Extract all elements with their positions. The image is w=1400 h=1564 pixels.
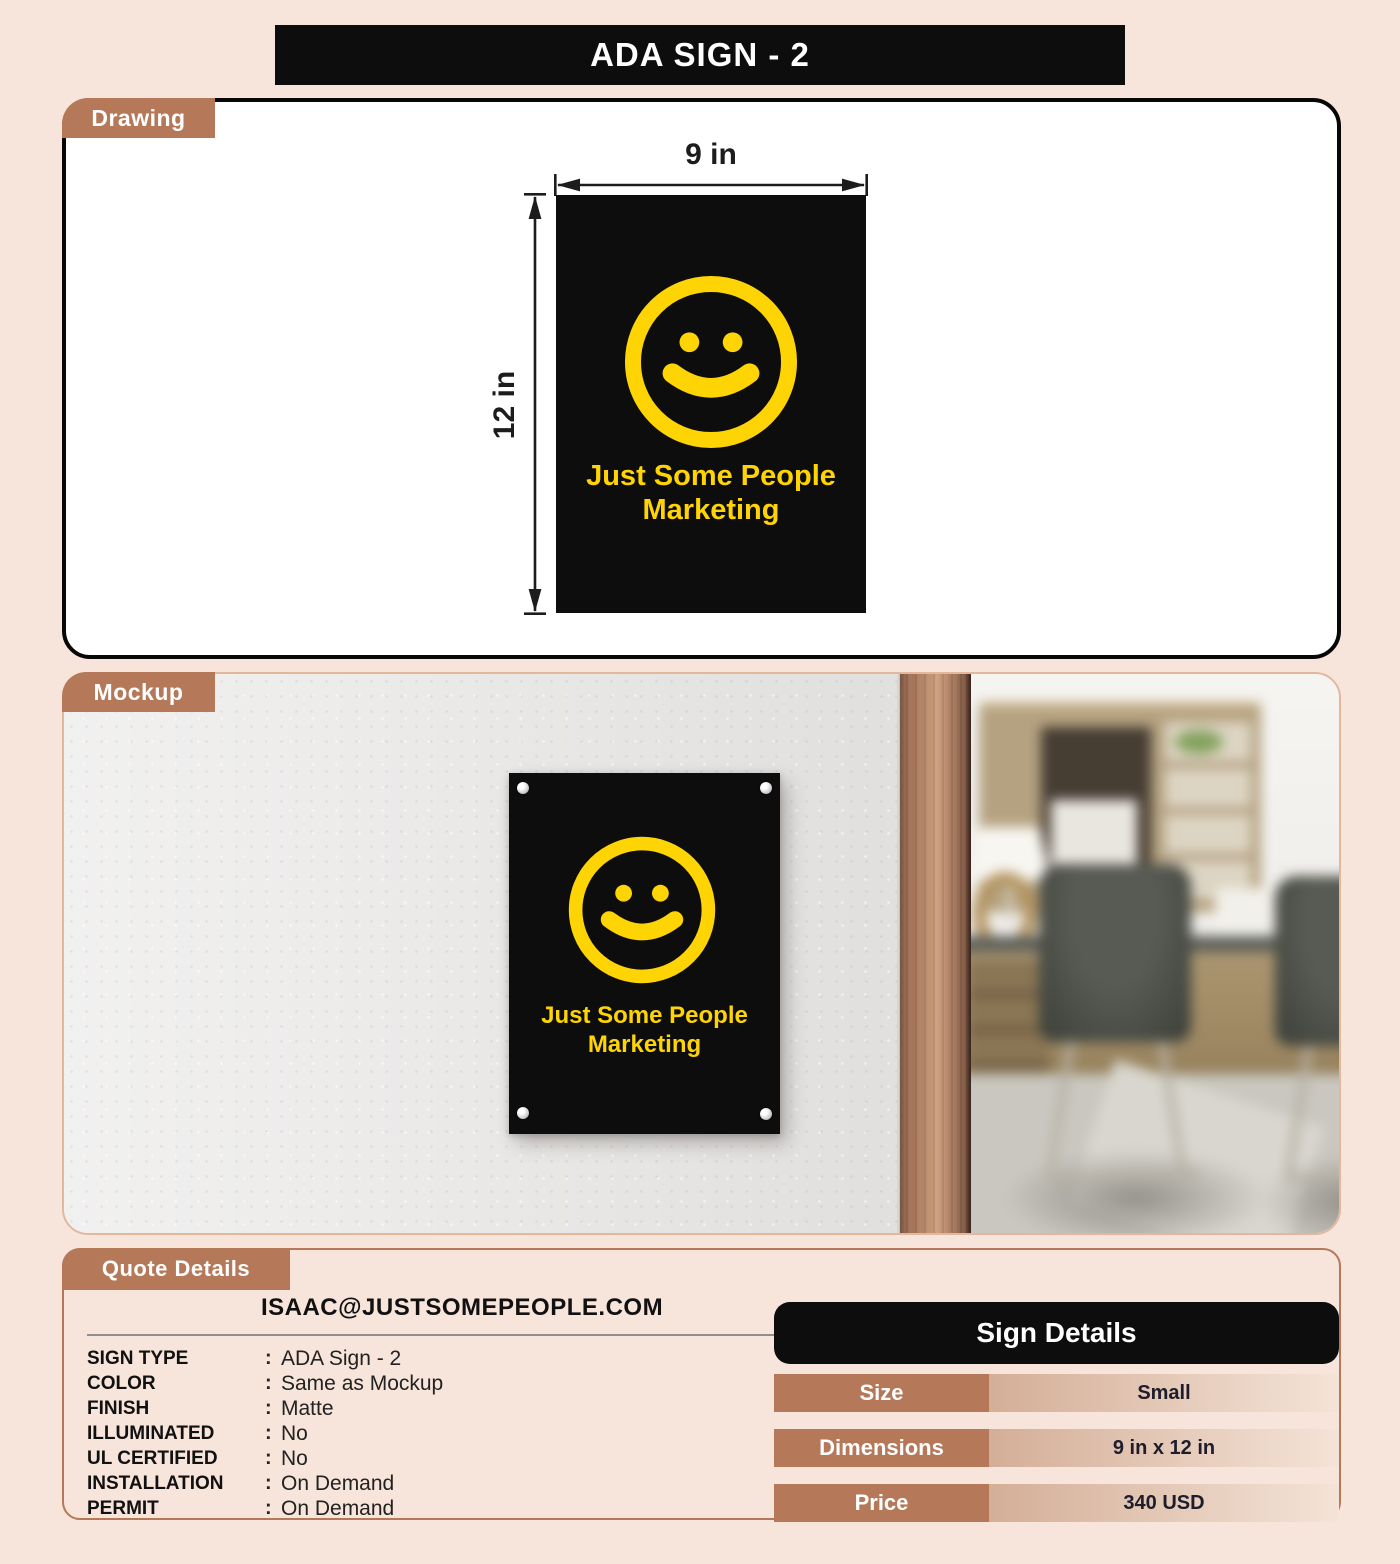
spec-row <box>87 1371 837 1396</box>
spec-value: No <box>281 1421 308 1445</box>
spec-label: UL CERTIFIED <box>87 1447 218 1469</box>
spec-label: SIGN TYPE <box>87 1347 189 1369</box>
spec-separator: : <box>265 1422 272 1444</box>
sign-text-line1: Just Some People <box>586 460 836 492</box>
sign-drawing <box>556 195 866 613</box>
mockup-tab <box>62 672 215 712</box>
width-dimension-label: 9 in <box>685 138 737 171</box>
sign-details-row-size <box>774 1374 1339 1412</box>
spec-separator: : <box>265 1397 272 1419</box>
dimensions-value: 9 in x 12 in <box>989 1429 1339 1467</box>
spec-value: Matte <box>281 1396 334 1420</box>
sign-details-header <box>774 1302 1339 1364</box>
spec-value: No <box>281 1446 308 1470</box>
sign-text-line2: Marketing <box>642 494 780 526</box>
mockup-panel <box>62 672 1341 1235</box>
page-title: ADA SIGN - 2 <box>590 36 810 73</box>
sign-details-row-price <box>774 1484 1339 1522</box>
spec-label: INSTALLATION <box>87 1472 224 1494</box>
spec-row <box>87 1396 837 1421</box>
spec-value: On Demand <box>281 1496 395 1520</box>
mounting-screw <box>517 1107 529 1119</box>
sign-text-line1: Just Some People <box>541 1002 748 1029</box>
spec-value: Same as Mockup <box>281 1371 444 1395</box>
door-frame <box>897 674 971 1235</box>
spec-separator: : <box>265 1372 272 1394</box>
spec-row <box>87 1496 837 1521</box>
width-dimension-arrow <box>554 174 868 196</box>
smiley-icon <box>562 830 722 990</box>
spec-value: On Demand <box>281 1471 395 1495</box>
sign-text <box>556 459 866 527</box>
spec-separator: : <box>265 1497 272 1519</box>
spec-separator: : <box>265 1472 272 1494</box>
drawing-tab-label: Drawing <box>91 104 186 131</box>
office-scene <box>971 674 1341 1235</box>
spec-value: ADA Sign - 2 <box>281 1346 402 1370</box>
spec-label: FINISH <box>87 1397 150 1419</box>
mockup-tab-label: Mockup <box>93 678 184 705</box>
quote-details-tab <box>62 1248 290 1290</box>
drawing-tab <box>62 98 215 138</box>
spec-row <box>87 1346 837 1371</box>
height-dimension-arrow <box>524 193 546 615</box>
spec-list <box>87 1346 837 1521</box>
mockup-sign <box>509 773 780 1134</box>
sign-details-row-dimensions <box>774 1429 1339 1467</box>
spec-label: COLOR <box>87 1372 156 1394</box>
spec-separator: : <box>265 1447 272 1469</box>
spec-row <box>87 1421 837 1446</box>
title-bar <box>275 25 1125 85</box>
spec-separator: : <box>265 1347 272 1369</box>
quote-details-tab-label: Quote Details <box>101 1256 251 1281</box>
sign-details-title: Sign Details <box>976 1317 1137 1348</box>
office-photo <box>971 674 1341 1235</box>
drawing-panel <box>62 98 1341 659</box>
spec-row <box>87 1471 837 1496</box>
size-value: Small <box>989 1374 1339 1412</box>
spec-label: ILLUMINATED <box>87 1422 215 1444</box>
price-label: Price <box>774 1484 989 1522</box>
smiley-icon <box>617 268 805 456</box>
sign-text-line2: Marketing <box>587 1031 702 1058</box>
mounting-screw <box>760 782 772 794</box>
mounting-screw <box>517 782 529 794</box>
spec-label: PERMIT <box>87 1497 159 1519</box>
dimensions-label: Dimensions <box>774 1429 989 1467</box>
price-value: 340 USD <box>989 1484 1339 1522</box>
sign-text <box>509 1001 780 1059</box>
contact-email: ISAAC@JUSTSOMEPEOPLE.COM <box>260 1294 664 1321</box>
email-divider <box>87 1334 837 1336</box>
spec-row <box>87 1446 837 1471</box>
size-label: Size <box>774 1374 989 1412</box>
mounting-screw <box>760 1108 772 1120</box>
height-dimension-label: 12 in <box>488 370 521 440</box>
